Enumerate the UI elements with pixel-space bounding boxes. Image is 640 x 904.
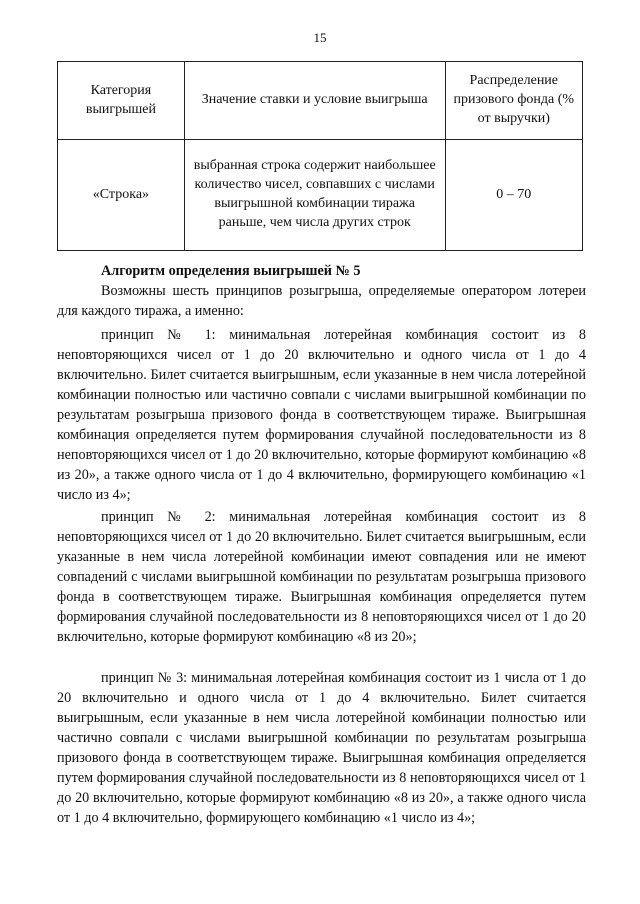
- section-intro: Возможны шесть принципов розыгрыша, определяемые оператором лотереи для каждого тиража, а именно:: [57, 283, 586, 319]
- principle-1: [57, 325, 586, 505]
- cell-condition: выбранная строка содержит наибольшее количество чисел, совпавших с числами выигрышной комбинации тиража раньше, чем числа других строк: [184, 140, 445, 251]
- page-number: 15: [313, 30, 327, 45]
- principle-text: принцип № 2: минимальная лотерейная комбинация состоит из 8 неповторяющихся чисел от 1 до 20 включительно. Билет считается выигрышным, если указанные в нем числа лотерейной комбинации имеют совпадения или не имеют совпадений с числами выигрышной комбинации по результатам розыгрыша призового фонда в соответствующем тираже. Выигрышная комбинация определяется путем формирования случайной последовательности из 8 неповторяющихся чисел от 1 до 20 включительно, которые формируют комбинацию «8 из 20»;: [57, 509, 586, 645]
- principle-text: принцип № 1: минимальная лотерейная комбинация состоит из 8 неповторяющихся чисел от 1 до 20 включительно и одного числа от 1 до 4 включительно. Билет считается выигрышным, если указанные в нем числа лотерейной комбинации полностью или частично совпали с числами выигрышной комбинации по результатам розыгрыша призового фонда в соответствующем тираже. Выигрышная комбинация определяется путем формирования случайной последовательности из 8 неповторяющихся чисел от 1 до 20 включительно, которые формируют комбинацию «8 из 20», а также одного числа от 1 до 4 включительно, формирующего комбинацию «1 число из 4»;: [57, 327, 586, 503]
- table-header-row: [58, 62, 583, 140]
- prize-table: [57, 61, 583, 251]
- principle-text: принцип № 3: минимальная лотерейная комбинация состоит из 1 числа от 1 до 20 включительно и одного числа от 1 до 4 включительно. Билет считается выигрышным, если указанные в нем числа лотерейной комбинации полностью или частично совпали с числами выигрышной комбинации по результатам розыгрыша призового фонда в соответствующем тираже. Выигрышная комбинация определяется путем формирования случайной последовательности из 8 неповторяющихся чисел от 1 до 20 включительно, которые формируют комбинацию «8 из 20», а также одного числа от 1 до 4 включительно, формирующего комбинацию «1 число из 4»;: [57, 670, 586, 826]
- principle-3: [57, 668, 586, 828]
- header-distribution: Распределение призового фонда (% от выручки): [445, 62, 582, 140]
- header-category: Категория выигрышей: [58, 62, 185, 140]
- cell-category: «Строка»: [58, 140, 185, 251]
- table-row: [58, 140, 583, 251]
- principle-2: [57, 507, 586, 647]
- cell-distribution: 0 – 70: [445, 140, 582, 251]
- algorithm-section: [57, 261, 586, 321]
- header-condition: Значение ставки и условие выигрыша: [184, 62, 445, 140]
- section-heading: Алгоритм определения выигрышей № 5: [101, 263, 361, 279]
